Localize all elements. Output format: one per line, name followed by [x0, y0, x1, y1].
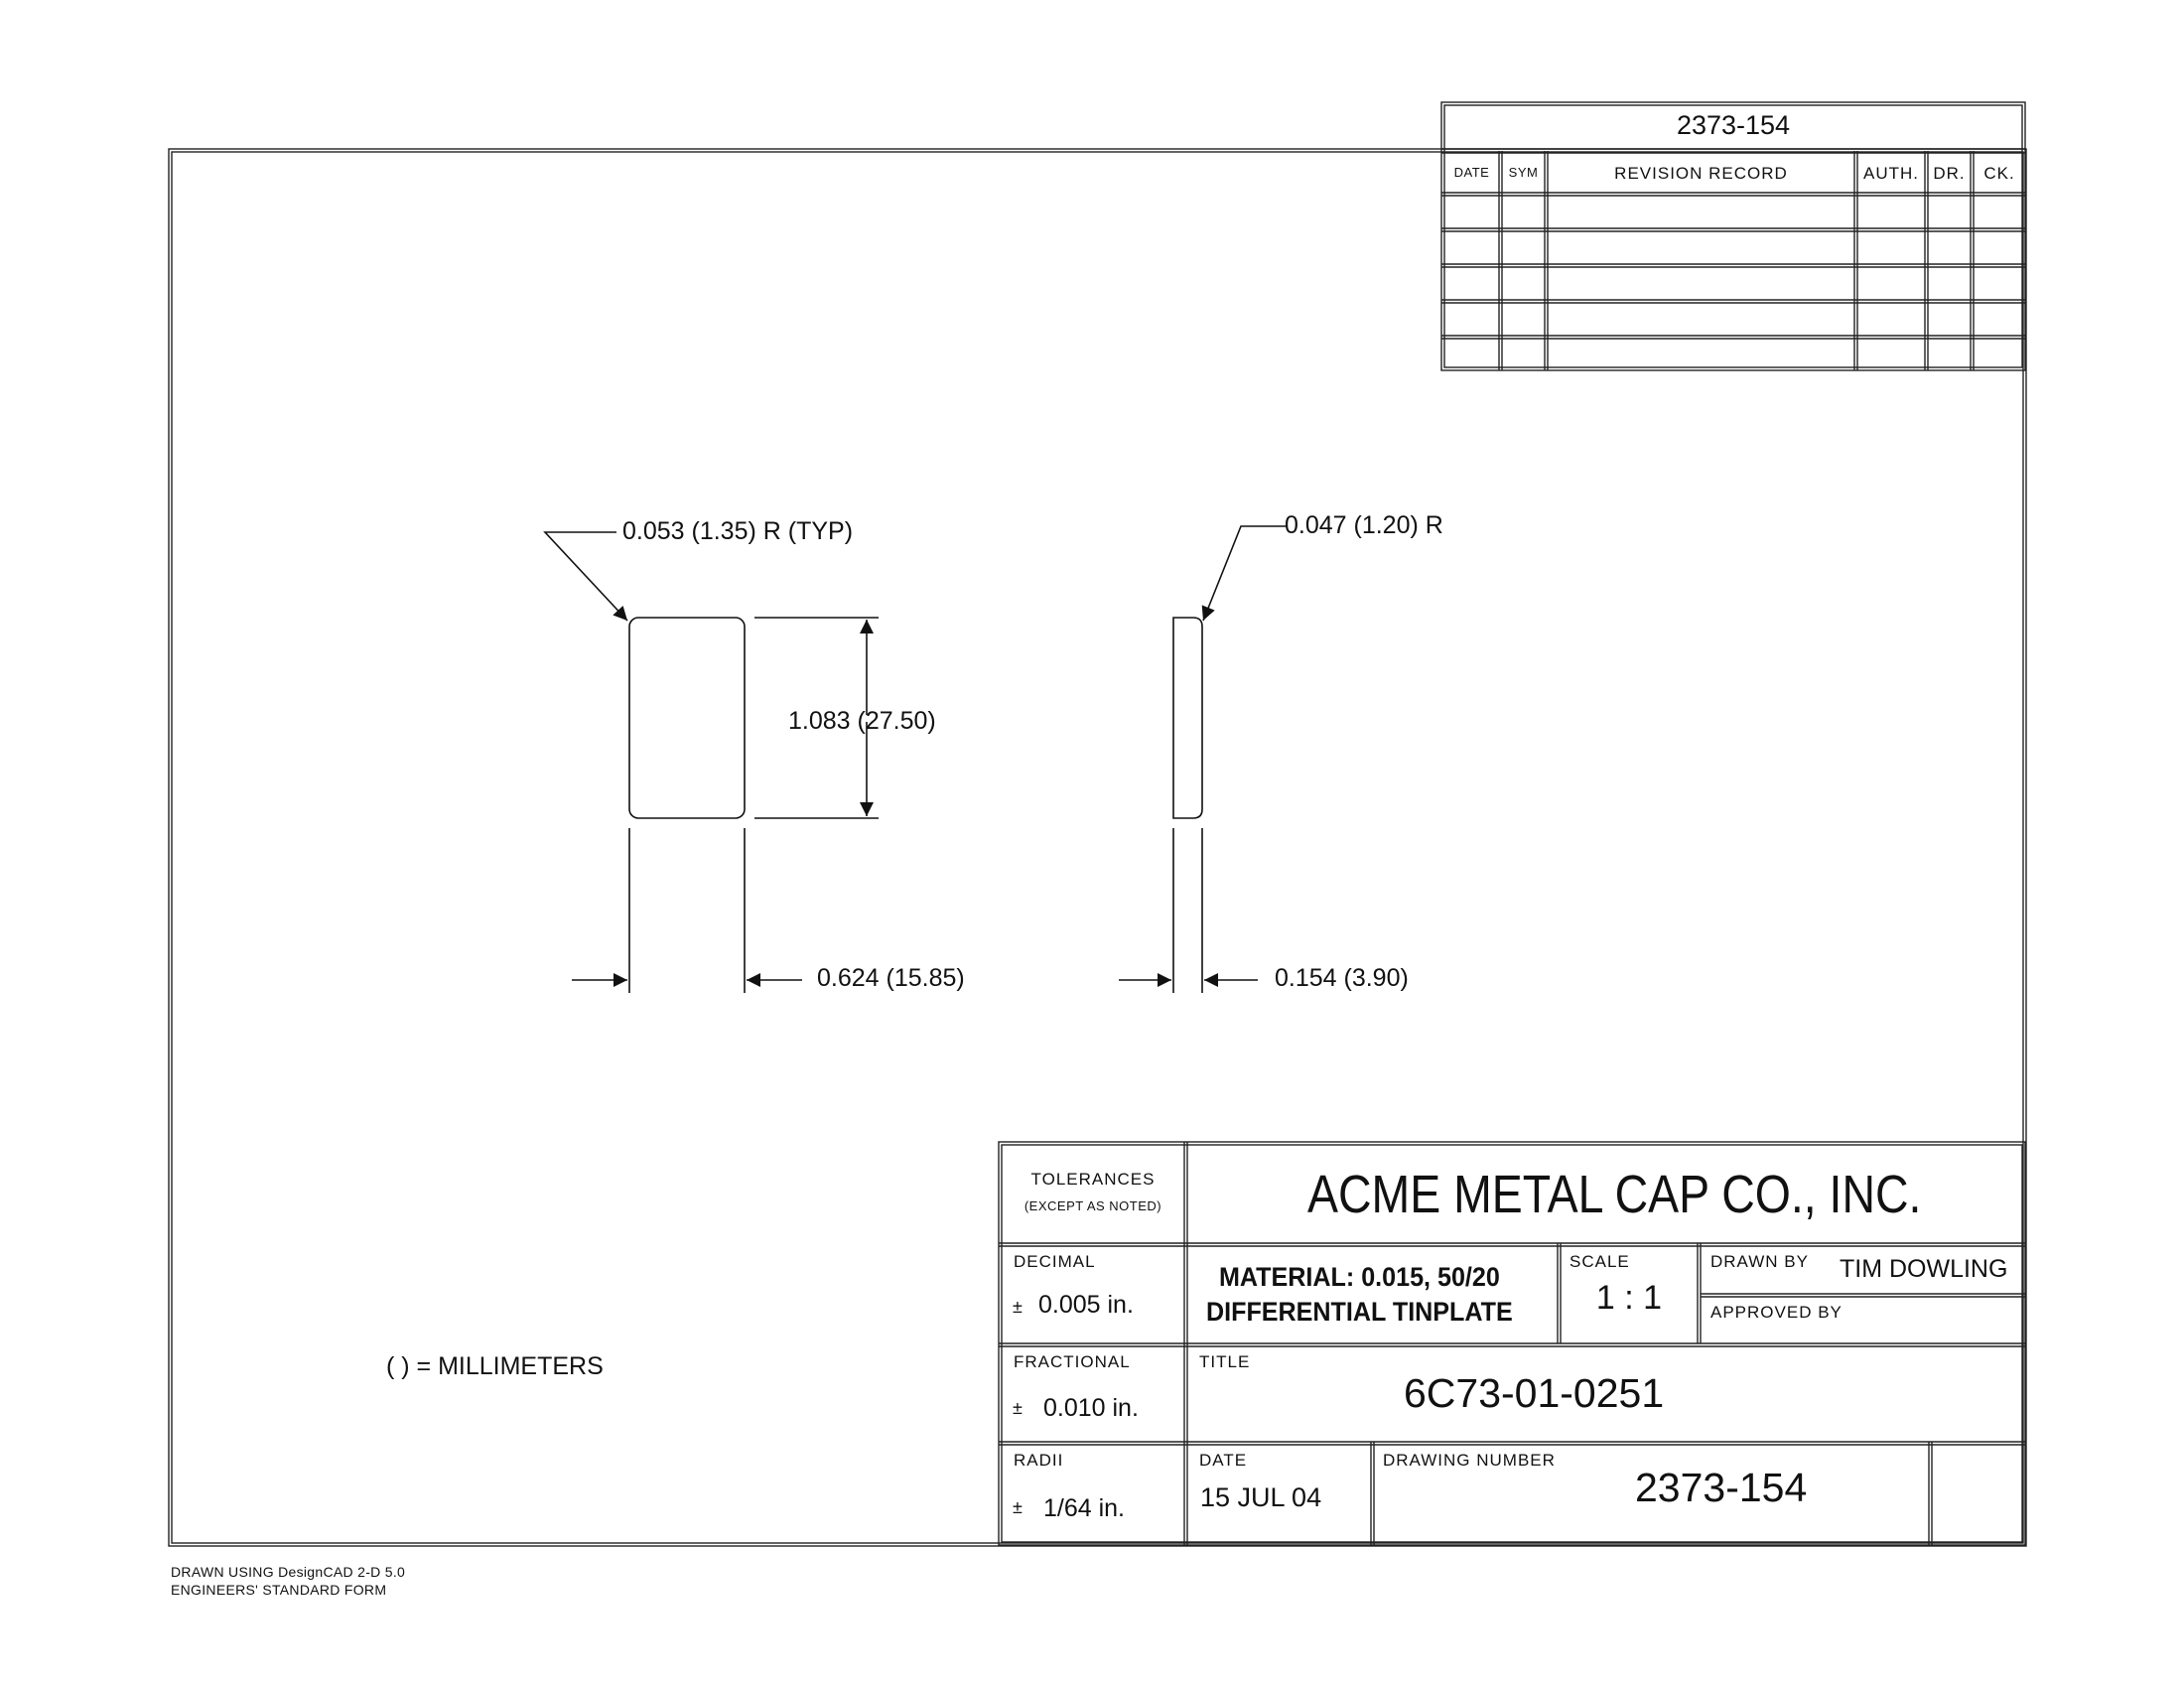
width-label: 0.624 (15.85): [817, 964, 965, 992]
company-name: ACME METAL CAP CO., INC.: [1307, 1165, 1922, 1224]
decimal-value: 0.005 in.: [1038, 1291, 1134, 1319]
drawn-by-value: TIM DOWLING: [1840, 1255, 2008, 1283]
rev-header-dr: DR.: [1933, 164, 1966, 183]
material-line-2: DIFFERENTIAL TINPLATE: [1206, 1297, 1513, 1327]
approved-by-label: APPROVED BY: [1710, 1303, 1843, 1322]
rev-header-auth: AUTH.: [1863, 164, 1919, 183]
thickness-dimension: [1119, 828, 1258, 993]
tolerances-label: TOLERANCES: [1030, 1170, 1156, 1189]
side-radius-label: 0.047 (1.20) R: [1285, 511, 1443, 539]
rev-header-ck: CK.: [1983, 164, 2015, 183]
units-note: ( ) = MILLIMETERS: [386, 1352, 604, 1380]
footer-line-1: DRAWN USING DesignCAD 2-D 5.0: [171, 1564, 406, 1580]
sheet-border-outer: [169, 149, 2026, 1546]
drawn-by-label: DRAWN BY: [1710, 1252, 1809, 1271]
date-value: 15 JUL 04: [1200, 1482, 1322, 1512]
part-side-view: [1173, 618, 1202, 818]
revision-drawing-number: 2373-154: [1676, 110, 1791, 140]
footer-line-2: ENGINEERS' STANDARD FORM: [171, 1582, 387, 1598]
decimal-label: DECIMAL: [1014, 1252, 1096, 1271]
title-value: 6C73-01-0251: [1404, 1370, 1665, 1416]
fractional-label: FRACTIONAL: [1014, 1352, 1131, 1371]
fractional-value: 0.010 in.: [1043, 1394, 1139, 1422]
decimal-plus-minus: ±: [1013, 1297, 1023, 1317]
part-front-view: [629, 618, 745, 818]
material-line-1: MATERIAL: 0.015, 50/20: [1219, 1262, 1500, 1292]
width-dimension: [572, 828, 802, 993]
date-label: DATE: [1199, 1451, 1248, 1470]
tolerances-sub: (EXCEPT AS NOTED): [1024, 1198, 1162, 1213]
fractional-plus-minus: ±: [1013, 1398, 1023, 1418]
sheet-border-inner: [172, 152, 2023, 1543]
scale-label: SCALE: [1570, 1252, 1630, 1271]
drawing-number-label: DRAWING NUMBER: [1383, 1451, 1556, 1470]
drawing-number-value: 2373-154: [1635, 1465, 1808, 1510]
radii-plus-minus: ±: [1013, 1497, 1023, 1517]
thickness-label: 0.154 (3.90): [1275, 964, 1409, 992]
scale-value: 1 : 1: [1595, 1279, 1663, 1317]
radii-label: RADII: [1014, 1451, 1064, 1470]
height-label: 1.083 (27.50): [788, 707, 936, 735]
rev-header-date: DATE: [1453, 165, 1490, 180]
side-radius-leader: [1203, 526, 1287, 621]
revision-block-lines: [1441, 102, 2025, 370]
rev-header-record: REVISION RECORD: [1614, 164, 1788, 183]
title-label: TITLE: [1199, 1352, 1251, 1371]
radii-value: 1/64 in.: [1043, 1494, 1126, 1522]
front-radius-leader: [545, 532, 627, 621]
front-radius-label: 0.053 (1.35) R (TYP): [622, 517, 854, 545]
rev-header-sym: SYM: [1508, 165, 1539, 180]
